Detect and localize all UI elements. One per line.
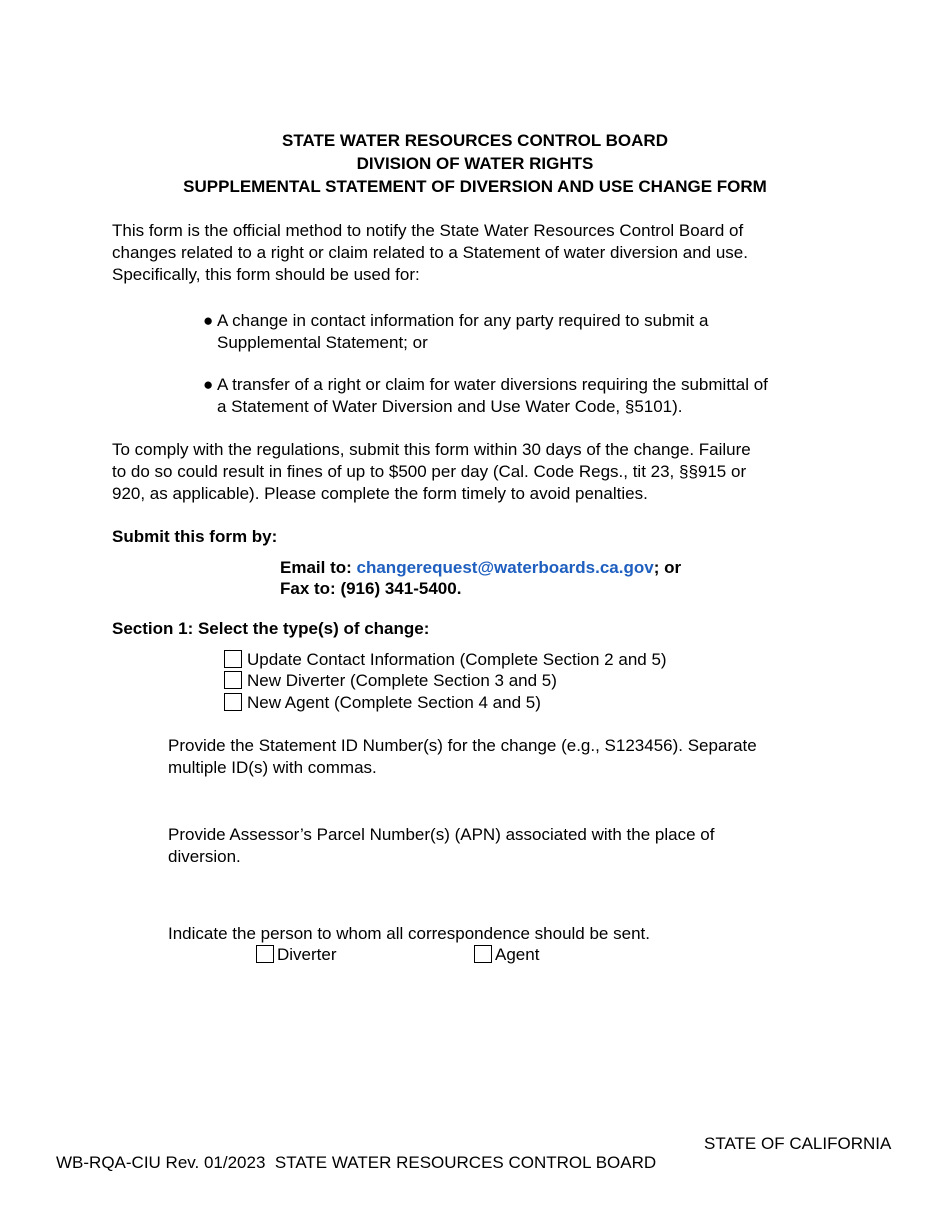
- bullet-line: ● A transfer of a right or claim for water diversions requiring the submittal of: [203, 375, 768, 394]
- correspondence-instruction: Indicate the person to whom all correspondence should be sent.: [168, 924, 650, 943]
- option-label: New Diverter (Complete Section 3 and 5): [247, 671, 557, 690]
- instruction-line: Provide the Statement ID Number(s) for the change (e.g., S123456). Separate: [168, 736, 757, 755]
- header-title-board: STATE WATER RESOURCES CONTROL BOARD: [282, 131, 668, 150]
- intro-line: changes related to a right or claim related to a Statement of water diversion and use.: [112, 243, 748, 262]
- agent-checkbox[interactable]: [474, 945, 492, 963]
- header-title-division: DIVISION OF WATER RIGHTS: [356, 154, 594, 173]
- comply-line: 920, as applicable). Please complete the form timely to avoid penalties.: [112, 484, 648, 503]
- email-line: [280, 557, 681, 579]
- apn-instruction: [168, 824, 848, 868]
- option-label: New Agent (Complete Section 4 and 5): [247, 693, 541, 712]
- option-label: Diverter: [277, 945, 337, 964]
- email-label: Email to:: [280, 558, 357, 577]
- section1-heading: Section 1: Select the type(s) of change:: [112, 619, 430, 638]
- instruction-line: multiple ID(s) with commas.: [168, 758, 377, 777]
- comply-line: to do so could result in fines of up to $500 per day (Cal. Code Regs., tit 23, §§915 or: [112, 462, 747, 481]
- new-agent-checkbox[interactable]: [224, 693, 242, 711]
- comply-paragraph: [112, 439, 832, 505]
- diverter-checkbox[interactable]: [256, 945, 274, 963]
- intro-line: Specifically, this form should be used for:: [112, 265, 420, 284]
- footer-line: [56, 1152, 656, 1174]
- option-new-diverter[interactable]: [224, 670, 557, 692]
- comply-line: To comply with the regulations, submit this form within 30 days of the change. Failure: [112, 440, 751, 459]
- option-agent[interactable]: [474, 944, 539, 966]
- option-new-agent[interactable]: [224, 692, 541, 714]
- email-suffix: ; or: [653, 558, 682, 577]
- submit-heading: Submit this form by:: [112, 527, 278, 546]
- footer-state: STATE OF CALIFORNIA: [704, 1134, 892, 1153]
- email-link[interactable]: changerequest@waterboards.ca.gov: [356, 558, 654, 577]
- footer-board: STATE WATER RESOURCES CONTROL BOARD: [274, 1153, 657, 1172]
- bullet-line: Supplemental Statement; or: [217, 333, 428, 352]
- instruction-line: diversion.: [168, 847, 241, 866]
- option-label: Update Contact Information (Complete Section 2 and 5): [247, 650, 667, 669]
- bullet-transfer: [203, 374, 843, 418]
- bullet-line: ● A change in contact information for any party required to submit a: [203, 311, 709, 330]
- new-diverter-checkbox[interactable]: [224, 671, 242, 689]
- update-contact-checkbox[interactable]: [224, 650, 242, 668]
- header-title-form: SUPPLEMENTAL STATEMENT OF DIVERSION AND USE CHANGE FORM: [183, 177, 767, 196]
- option-update-contact[interactable]: [224, 649, 667, 671]
- footer-form-id: WB-RQA-CIU Rev. 01/2023: [56, 1153, 266, 1172]
- bullet-contact-change: [203, 310, 843, 354]
- intro-paragraph: [112, 220, 832, 286]
- statement-id-instruction: [168, 735, 848, 779]
- bullet-line: a Statement of Water Diversion and Use Water Code, §5101).: [217, 397, 683, 416]
- fax-line: Fax to: (916) 341-5400.: [280, 579, 462, 598]
- intro-line: This form is the official method to notify the State Water Resources Control Board of: [112, 221, 744, 240]
- option-label: Agent: [495, 945, 540, 964]
- option-diverter[interactable]: [256, 944, 337, 966]
- instruction-line: Provide Assessor’s Parcel Number(s) (APN) associated with the place of: [168, 825, 715, 844]
